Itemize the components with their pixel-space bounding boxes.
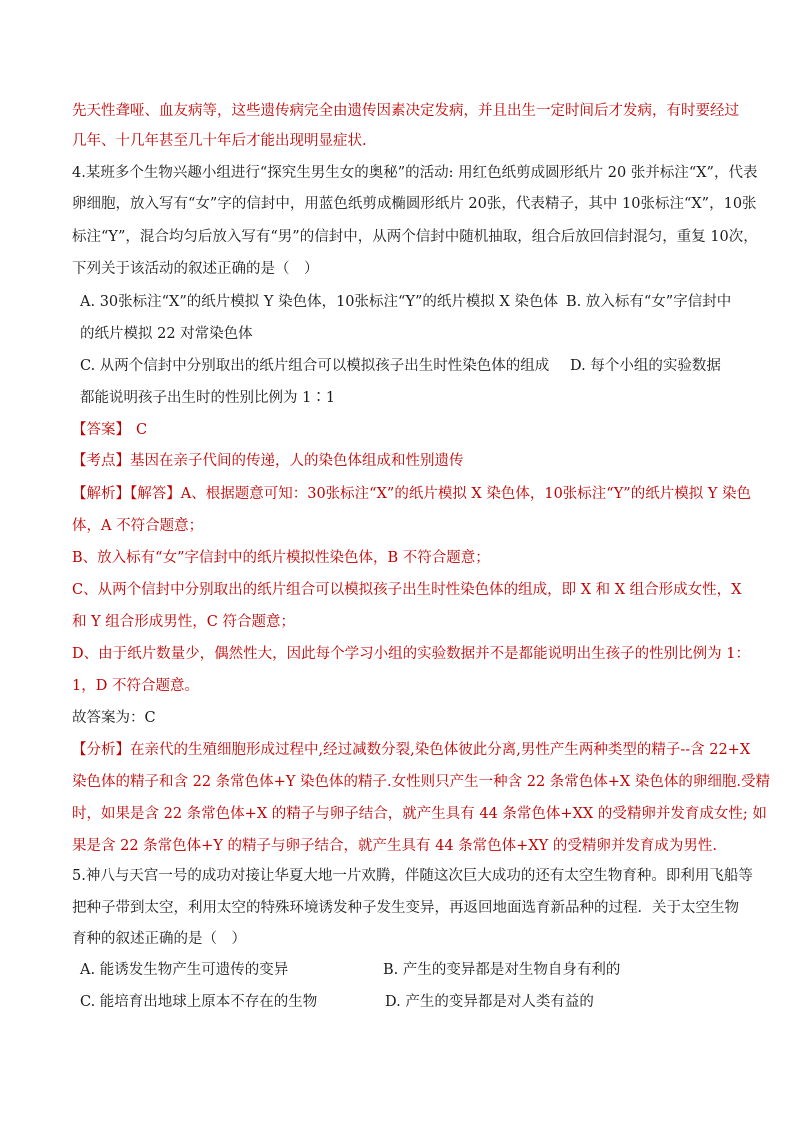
jiexi-line: B、放入标有“女”字信封中的纸片模拟性染色体，B 不符合题意； [72,550,490,566]
q5-stem-line: 把种子带到太空，利用太空的特殊环境诱发种子发生变异，再返回地面选育新品种的过程．关于太空生物 [72,900,739,916]
jiexi-line: A、根据题意可知：30张标注“X”的纸片模拟 X 染色体，10张标注“Y”的纸片模拟 Y 染色 [180,486,751,502]
answer-row [72,420,147,440]
conclusion-line: 故答案为：C [72,710,156,726]
fenxi-line: 染色体的精子和含 22 条常色体+Y 染色体的精子.女性则只产生一种含 22 条常色体+X 染色体的卵细胞.受精 [72,774,770,790]
jiexi-line: 和 Y 组合形成男性，C 符合题意； [72,614,295,630]
fenxi-line: 时，如果是含 22 条常色体+X 的精子与卵子结合，就产生具有 44 条常色体+XX 的受精卵并发育成女性; 如 [72,806,767,822]
jiexi-line: C、从两个信封中分别取出的纸片组合可以模拟孩子出生时性染色体的组成，即 X 和 X 组合形成女性，X [72,582,742,598]
q5-stem-line: 5.神八与天宫一号的成功对接让华夏大地一片欢腾，伴随这次巨大成功的还有太空生物育种。即利用飞船等 [72,868,753,884]
fenxi-row [72,740,750,760]
kaodian-label: 【考点】 [72,453,130,469]
q5-option-a: A. 能诱发生物产生可遗传的变异 [80,962,289,978]
jiexi-line: 体，A 不符合题意； [72,518,204,534]
q4-stem-line: 卵细胞，放入写有“女”字的信封中，用蓝色纸剪成椭圆形纸片 20张，代表精子，其中 10张标注“X”，10张 [72,196,757,212]
q5-option-d: D. 产生的变异都是对人类有益的 [385,994,594,1010]
jiexi-line: 1，D 不符合题意。 [72,678,199,694]
q4-option-d: D. 每个小组的实验数据 [570,358,721,374]
q4-option-b: B. 放入标有“女”字信封中 [566,294,732,310]
q4-stem-line: 4.某班多个生物兴趣小组进行“探究生男生女的奥秘”的活动: 用红色纸剪成圆形纸片 20 张并标注“X”，代表 [72,165,758,181]
q4-option-d-cont: 都能说明孩子出生时的性别比例为 1∶1 [80,390,336,406]
q4-option-b-cont: 的纸片模拟 22 对常染色体 [80,326,253,342]
q4-option-c: C. 从两个信封中分别取出的纸片组合可以模拟孩子出生时性染色体的组成 [80,358,550,374]
q4-stem-line: 下列关于该活动的叙述正确的是（ ） [72,261,319,277]
jiexi-row [72,484,751,504]
kaodian-text: 基因在亲子代间的传递，人的染色体组成和性别遗传 [130,453,464,469]
answer-label: 【答案】 [72,422,130,438]
q4-option-a: A. 30张标注“X”的纸片模拟 Y 染色体，10张标注“Y”的纸片模拟 X 染色体 [80,294,558,310]
jiexi-line: D、由于纸片数量少，偶然性大，因此每个学习小组的实验数据并不是都能说明出生孩子的性别比例为 1： [72,646,750,662]
kaodian-row [72,451,464,471]
fenxi-line: 果是含 22 条常色体+Y 的精子与卵子结合，就产生具有 44 条常色体+XY 的受精卵并发育成为男性. [72,838,717,854]
fenxi-label: 【分析】 [72,742,130,758]
q5-stem-line: 育种的叙述正确的是（ ） [72,931,246,947]
fenxi-line: 在亲代的生殖细胞形成过程中,经过减数分裂,染色体彼此分离,男性产生两种类型的精子--含 22+X [130,742,751,758]
q5-option-b: B. 产生的变异都是对生物自身有利的 [383,962,621,978]
intro-line: 几年、十几年甚至几十年后才能出现明显症状. [72,133,367,149]
q5-option-c: C. 能培育出地球上原本不存在的生物 [80,994,318,1010]
jiexi-label: 【解析】【解答】 [72,486,181,502]
intro-line: 先天性聋哑、血友病等，这些遗传病完全由遗传因素决定发病，并且出生一定时间后才发病，有时要经过 [72,103,739,119]
q4-stem-line: 标注“Y”，混合均匀后放入写有“男”的信封中，从两个信封中随机抽取，组合后放回信封混匀，重复 10次， [72,229,758,245]
answer-value: C [136,422,148,438]
